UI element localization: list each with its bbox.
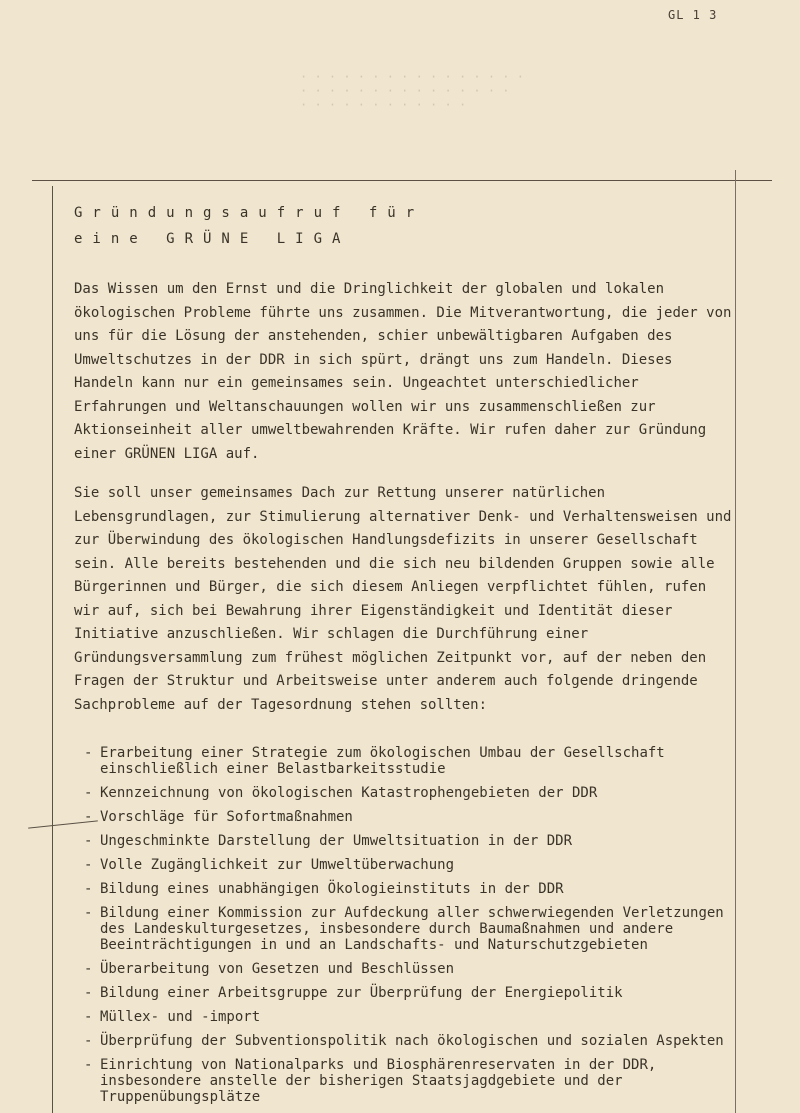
demand-item: - Bildung einer Kommission zur Aufdeckung aller schwerwiegenden Verletzungen des Landeskulturgesetzes, insbesondere durch Baumaßnahmen und andere Beeinträchtigungen in und an Landschafts- und Naturschutzgebieten: [84, 905, 734, 953]
title-line-1: Gründungsaufruf für: [74, 205, 425, 221]
demands-list: [84, 745, 734, 1105]
frame-top-border: [32, 180, 772, 181]
demand-item: - Überprüfung der Subventionspolitik nach ökologischen und sozialen Aspekten: [84, 1033, 734, 1049]
frame-right-border: [735, 170, 736, 1113]
demand-item: - Kennzeichnung von ökologischen Katastrophengebieten der DDR: [84, 785, 734, 801]
document-body: [74, 200, 734, 1113]
paragraph-call-to-action: Sie soll unser gemeinsames Dach zur Rettung unserer natürlichen Lebensgrundlagen, zur Stimulierung alternativer Denk- und Verhaltensweisen und zur Überwindung des ökologischen Handlungsdefizits in unserer Gesellschaft sein. Alle bereits bestehenden und die sich neu bildenden Gruppen sowie alle Bürgerinnen und Bürger, die sich diesem Anliegen verpflichtet fühlen, rufen wir auf, sich bei Bewahrung ihrer Eigenständigkeit und Identität dieser Initiative anzuschließen. Wir schlagen die Durchführung einer Gründungsversammlung zum frühest möglichen Zeitpunkt vor, auf der neben den Fragen der Struktur und Arbeitsweise unter anderem auch folgende dringende Sachprobleme auf der Tagesordnung stehen sollten:: [74, 485, 732, 713]
title-line-2: eine GRÜNE LIGA: [74, 231, 351, 247]
document-title: [74, 200, 734, 252]
demand-item: - Volle Zugänglichkeit zur Umweltüberwachung: [84, 857, 734, 873]
demand-item: - Bildung einer Arbeitsgruppe zur Überprüfung der Energiepolitik: [84, 985, 734, 1001]
demand-item: - Müllex- und -import: [84, 1009, 734, 1025]
demand-item: - Ungeschminkte Darstellung der Umweltsituation in der DDR: [84, 833, 734, 849]
paragraph-intro: Das Wissen um den Ernst und die Dringlichkeit der globalen und lokalen ökologischen Probleme führte uns zusammen. Die Mitverantwortung, die jeder von uns für die Lösung der anstehenden, schier unbewältigbaren Aufgaben des Umweltschutzes in der DDR in sich spürt, drängt uns zum Handeln. Dieses Handeln kann nur ein gemeinsames sein. Ungeachtet unterschiedlicher Erfahrungen und Weltanschauungen wollen wir uns zusammenschließen zur Aktionseinheit aller umweltbewahrenden Kräfte. Wir rufen daher zur Gründung einer GRÜNEN LIGA auf.: [74, 281, 732, 462]
demand-item: - Einrichtung von Nationalparks und Biosphärenreservaten in der DDR, insbesondere anstelle der bisherigen Staatsjagdgebiete und der Truppenübungsplätze: [84, 1057, 734, 1105]
demand-item: - Erarbeitung einer Strategie zum ökologischen Umbau der Gesellschaft einschließlich einer Belastbarkeitsstudie: [84, 745, 734, 777]
demand-item: - Vorschläge für Sofortmaßnahmen: [84, 809, 734, 825]
frame-left-border: [52, 186, 53, 1113]
page-identifier: GL 1 3: [668, 8, 718, 22]
demand-item: - Bildung eines unabhängigen Ökologieinstituts in der DDR: [84, 881, 734, 897]
demand-item: - Überarbeitung von Gesetzen und Beschlüssen: [84, 961, 734, 977]
faint-bleedthrough-text: · · · · · · · · · · · · · · · · · · · · · · · · · · · · · · · · · · · · · · · · · · ·: [300, 70, 524, 112]
